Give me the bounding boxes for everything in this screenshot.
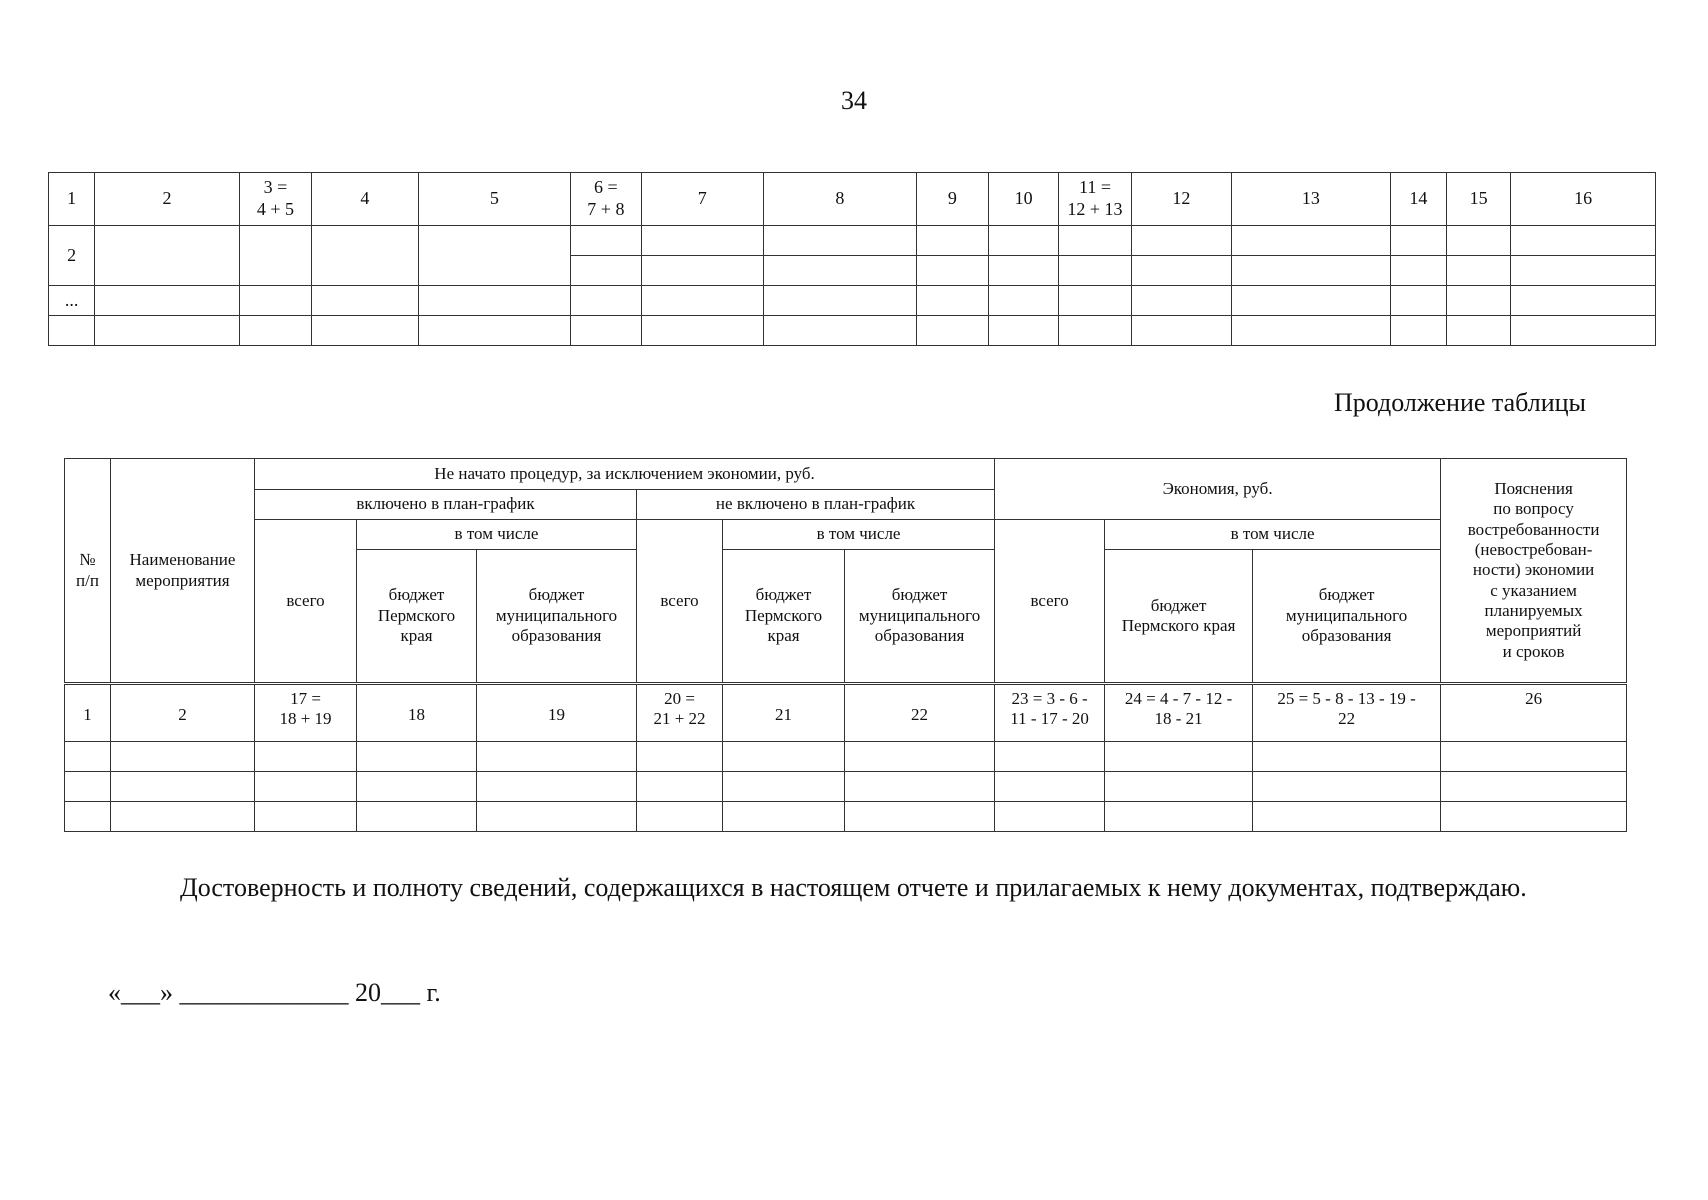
table2-not-included-region: бюджет Пермского края (723, 550, 845, 684)
table-row (65, 742, 1627, 772)
table1-col-4: 4 (312, 173, 418, 226)
confirmation-text: Достоверность и полноту сведений, содержащихся в настоящем отчете и прилагаемых к нему документах, подтверждаю. (180, 873, 1527, 902)
table1-row-label: ... (49, 286, 95, 316)
table1-col-12: 12 (1131, 173, 1231, 226)
table2-included-total: всего (255, 520, 357, 684)
table2-included-breakdown: в том числе (357, 520, 637, 550)
table2-included-region: бюджет Пермского края (357, 550, 477, 684)
page-number: 34 (841, 86, 867, 115)
table-row (65, 802, 1627, 832)
table2-index-20: 20 = 21 + 22 (637, 684, 723, 742)
date-signature-line: «___» _____________ 20___ г. (108, 978, 441, 1007)
table2-included-municipal: бюджет муниципального образования (477, 550, 637, 684)
report-table-part1 (48, 172, 1656, 346)
table2-index-22: 22 (845, 684, 995, 742)
table1-col-1: 1 (49, 173, 95, 226)
table1-col-7: 7 (641, 173, 764, 226)
table2-group-economy: Экономия, руб. (995, 459, 1441, 520)
table2-not-included-municipal: бюджет муниципального образования (845, 550, 995, 684)
table2-index-25: 25 = 5 - 8 - 13 - 19 - 22 (1253, 684, 1441, 742)
table2-not-included-total: всего (637, 520, 723, 684)
continuation-label: Продолжение таблицы (1334, 388, 1586, 417)
table1-col-13: 13 (1232, 173, 1391, 226)
table1-header-row (49, 173, 1656, 226)
table2-index-row (65, 684, 1627, 742)
table2-not-included-breakdown: в том числе (723, 520, 995, 550)
table2-col-number: № п/п (65, 459, 111, 684)
table-row (49, 226, 1656, 256)
table2-economy-municipal: бюджет муниципального образования (1253, 550, 1441, 684)
table2-index-23: 23 = 3 - 6 - 11 - 17 - 20 (995, 684, 1105, 742)
table2-index-17: 17 = 18 + 19 (255, 684, 357, 742)
table1-col-9: 9 (916, 173, 988, 226)
table1-col-16: 16 (1511, 173, 1656, 226)
table1-col-3: 3 = 4 + 5 (239, 173, 311, 226)
table1-col-8: 8 (764, 173, 917, 226)
table1-row-label: 2 (49, 226, 95, 286)
confirmation-statement (108, 868, 1588, 908)
table2-index-2: 2 (111, 684, 255, 742)
table1-col-11: 11 = 12 + 13 (1059, 173, 1131, 226)
table1-col-10: 10 (989, 173, 1059, 226)
table2-index-21: 21 (723, 684, 845, 742)
report-table-part2 (64, 458, 1627, 832)
table-row (49, 286, 1656, 316)
table2-economy-total: всего (995, 520, 1105, 684)
table2-group-not-included: не включено в план-график (637, 490, 995, 520)
table2-index-26: 26 (1441, 684, 1627, 742)
table2-col-explanation: Пояснения по вопросу востребованности (невостребован- ности) экономии с указанием планируемых мероприятий и сроков (1441, 459, 1627, 684)
table2-economy-region: бюджет Пермского края (1105, 550, 1253, 684)
table1-col-15: 15 (1447, 173, 1511, 226)
table2-economy-breakdown: в том числе (1105, 520, 1441, 550)
table1-col-6: 6 = 7 + 8 (571, 173, 641, 226)
table-row (49, 316, 1656, 346)
table2-col-name: Наименование мероприятия (111, 459, 255, 684)
table2-header-row-1 (65, 459, 1627, 490)
table2-index-19: 19 (477, 684, 637, 742)
table2-group-included: включено в план-график (255, 490, 637, 520)
table2-header-row-3 (65, 520, 1627, 550)
table2-group-not-started: Не начато процедур, за исключением экономии, руб. (255, 459, 995, 490)
table1-col-14: 14 (1390, 173, 1446, 226)
table1-col-5: 5 (418, 173, 571, 226)
table2-index-18: 18 (357, 684, 477, 742)
table2-index-1: 1 (65, 684, 111, 742)
table-row (65, 772, 1627, 802)
table1-col-2: 2 (95, 173, 240, 226)
table2-index-24: 24 = 4 - 7 - 12 - 18 - 21 (1105, 684, 1253, 742)
